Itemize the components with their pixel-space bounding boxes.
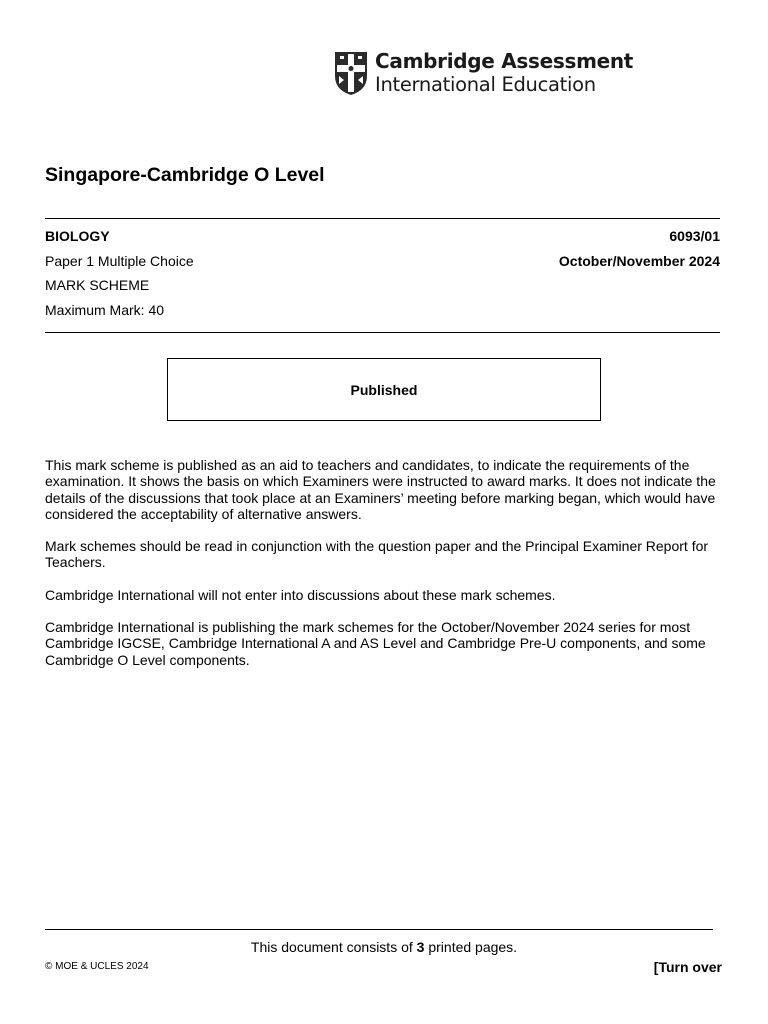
document-type: MARK SCHEME — [45, 277, 150, 293]
page-count-note: This document consists of 3 printed pages. — [250, 939, 518, 955]
logo-line-1: Cambridge Assessment — [375, 49, 634, 73]
status-box — [167, 358, 601, 421]
syllabus-code: 6093/01 — [669, 228, 720, 244]
turn-over: [Turn over — [653, 959, 722, 975]
page-count: 3 — [416, 939, 425, 955]
logo-line-2: International Education — [375, 73, 596, 96]
page-title: Singapore-Cambridge O Level — [45, 164, 325, 186]
paragraph-publishing: Cambridge International is publishing the mark schemes for the October/November 2024 series for most Cambridge IGCSE, Cambridge International A and AS Level and Cambridge Pre-U components, and some Cambridge O Level components. — [45, 619, 706, 668]
status-label: Published — [350, 381, 418, 398]
body-text — [45, 457, 725, 684]
exam-session: October/November 2024 — [558, 253, 720, 269]
maximum-mark: Maximum Mark: 40 — [45, 302, 165, 318]
divider-bottom — [45, 332, 720, 333]
paper-name: Paper 1 Multiple Choice — [45, 253, 194, 269]
paragraph-intro: This mark scheme is published as an aid to teachers and candidates, to indicate the requirements of the examination. It shows the basis on which Examiners were instructed to award marks. It does not indicate the details of the discussions that took place at an Examiners’ meeting before marking began, which would have considered the acceptability of alternative answers. — [45, 457, 716, 522]
paragraph-conjunction: Mark schemes should be read in conjunction with the question paper and the Principal Examiner Report for Teachers. — [45, 538, 709, 571]
footer-divider — [45, 929, 713, 930]
subject: BIOLOGY — [45, 228, 110, 244]
paragraph-discussions: Cambridge International will not enter into discussions about these mark schemes. — [45, 586, 556, 603]
cambridge-crest-icon — [333, 50, 369, 96]
divider-top — [45, 218, 720, 219]
copyright: © MOE & UCLES 2024 — [45, 961, 149, 972]
cambridge-logo — [333, 50, 633, 96]
